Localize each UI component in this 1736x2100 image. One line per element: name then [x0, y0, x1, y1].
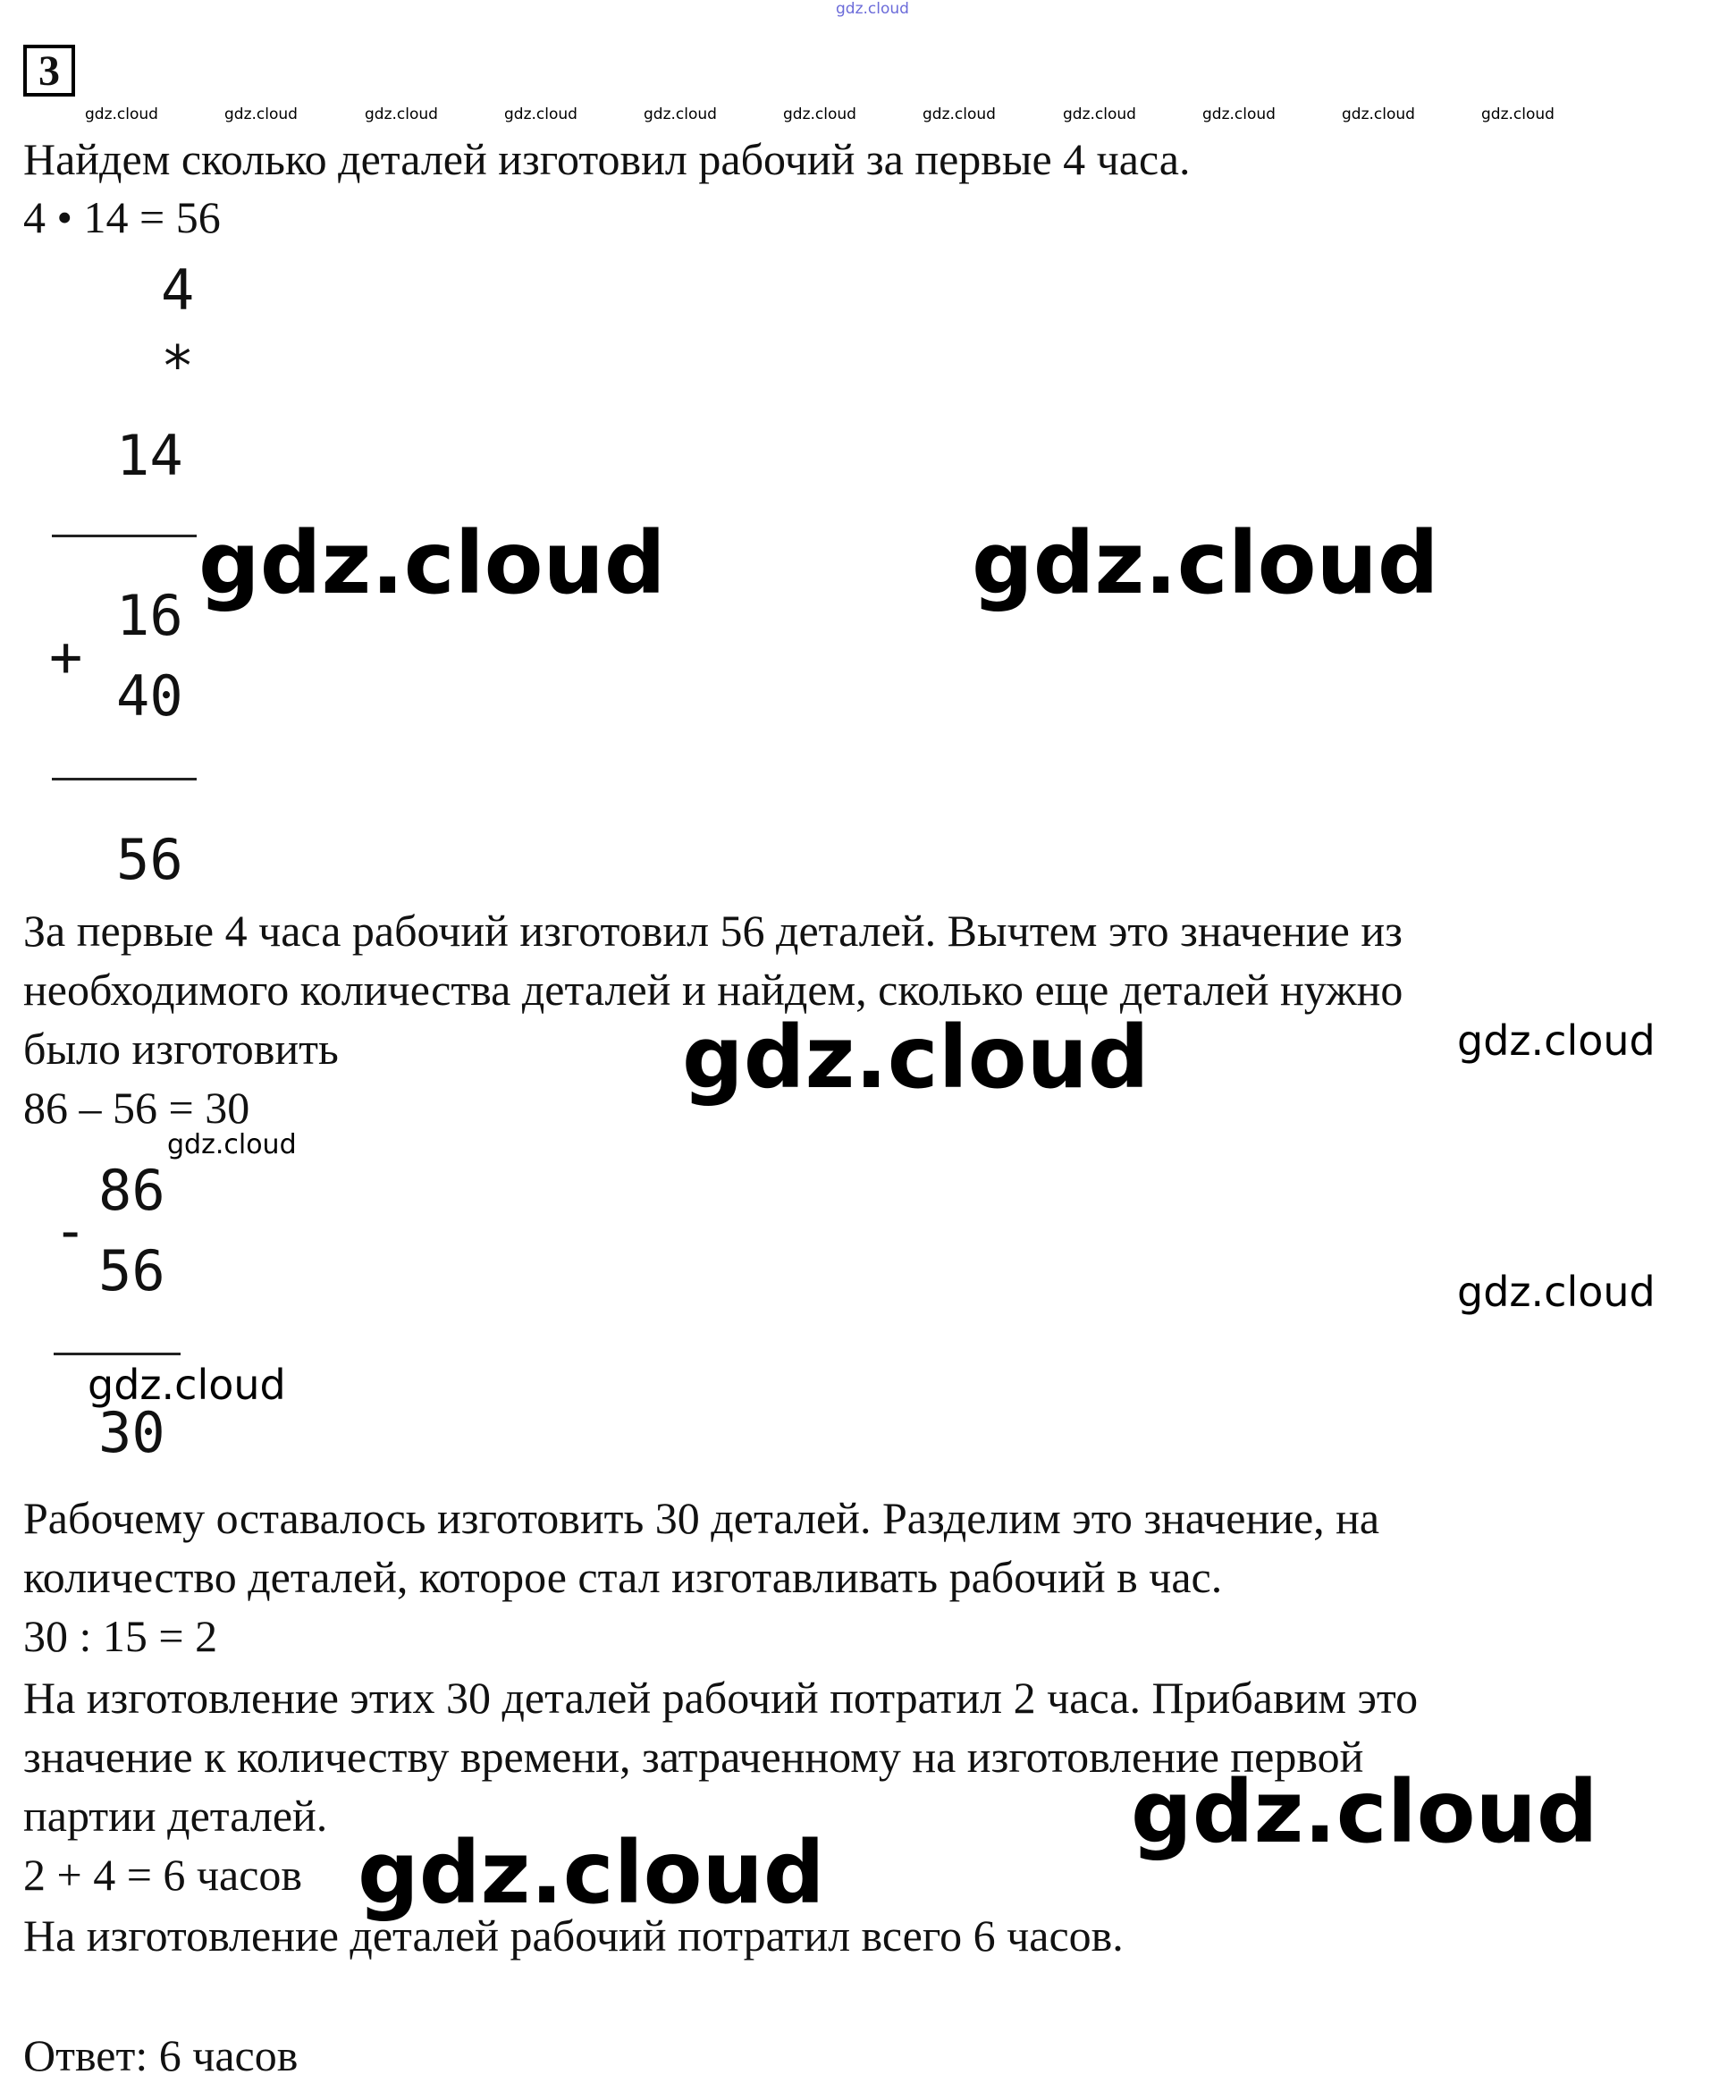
watermark-row-item: gdz.cloud — [85, 105, 158, 123]
watermark-row-item: gdz.cloud — [923, 105, 996, 123]
sub-minuend: 86 — [98, 1158, 165, 1223]
watermark-large: gdz.cloud — [682, 1008, 1150, 1108]
watermark-row-item: gdz.cloud — [644, 105, 717, 123]
mult-bottom-operand: 14 — [116, 423, 183, 488]
text-line: количество деталей, которое стал изготавливать рабочий в час. — [23, 1552, 1223, 1602]
text-line: партии деталей. — [23, 1791, 328, 1841]
mult-partial-2: 40 — [116, 663, 183, 729]
watermark-medium: gdz.cloud — [1457, 1016, 1656, 1065]
sub-minus-sign: - — [54, 1198, 88, 1263]
watermark-row-item: gdz.cloud — [1063, 105, 1136, 123]
mult-rule — [52, 535, 197, 537]
text-line: На изготовление этих 30 деталей рабочий потратил 2 часа. Прибавим это — [23, 1673, 1419, 1723]
watermark-row-item: gdz.cloud — [1481, 105, 1555, 123]
mult-top-operand: 4 — [161, 257, 195, 323]
equation-line: 4 • 14 = 56 — [23, 192, 221, 242]
answer-line: Ответ: 6 часов — [23, 2030, 299, 2080]
watermark-large: gdz.cloud — [358, 1823, 825, 1923]
mult-sum-rule — [52, 778, 197, 780]
text-line: На изготовление деталей рабочий потратил всего 6 часов. — [23, 1910, 1124, 1961]
watermark-row-item: gdz.cloud — [1342, 105, 1415, 123]
watermark-large: gdz.cloud — [972, 513, 1439, 613]
text-line: необходимого количества деталей и найдем, сколько еще деталей нужно — [23, 965, 1403, 1015]
sub-result: 30 — [98, 1400, 165, 1465]
watermark-large: gdz.cloud — [198, 513, 666, 613]
sub-subtrahend: 56 — [98, 1238, 165, 1303]
watermark-row-item: gdz.cloud — [365, 105, 438, 123]
text-line: было изготовить — [23, 1024, 339, 1074]
watermark-small: gdz.cloud — [167, 1129, 297, 1160]
mult-result: 56 — [116, 827, 183, 892]
watermark-large: gdz.cloud — [1131, 1762, 1598, 1862]
mult-operator: * — [161, 333, 195, 399]
watermark-top: gdz.cloud — [836, 0, 909, 18]
watermark-medium: gdz.cloud — [88, 1361, 286, 1409]
watermark-row-item: gdz.cloud — [504, 105, 577, 123]
text-line: Найдем сколько деталей изготовил рабочий за первые 4 часа. — [23, 134, 1191, 184]
equation-line: 2 + 4 = 6 часов — [23, 1850, 303, 1900]
mult-partial-1: 16 — [116, 583, 183, 648]
mult-plus-sign: + — [49, 624, 83, 689]
watermark-row-item: gdz.cloud — [224, 105, 298, 123]
watermark-medium: gdz.cloud — [1457, 1268, 1656, 1316]
text-line: За первые 4 часа рабочий изготовил 56 деталей. Вычтем это значение из — [23, 906, 1403, 956]
text-line: значение к количеству времени, затраченному на изготовление первой — [23, 1732, 1364, 1782]
equation-line: 30 : 15 = 2 — [23, 1611, 218, 1661]
task-number-badge: 3 — [23, 45, 75, 97]
text-line: Рабочему оставалось изготовить 30 деталей. Разделим это значение, на — [23, 1493, 1380, 1543]
equation-line: 86 – 56 = 30 — [23, 1083, 250, 1133]
sub-rule — [54, 1353, 181, 1355]
watermark-row-item: gdz.cloud — [783, 105, 856, 123]
watermark-row-item: gdz.cloud — [1202, 105, 1276, 123]
